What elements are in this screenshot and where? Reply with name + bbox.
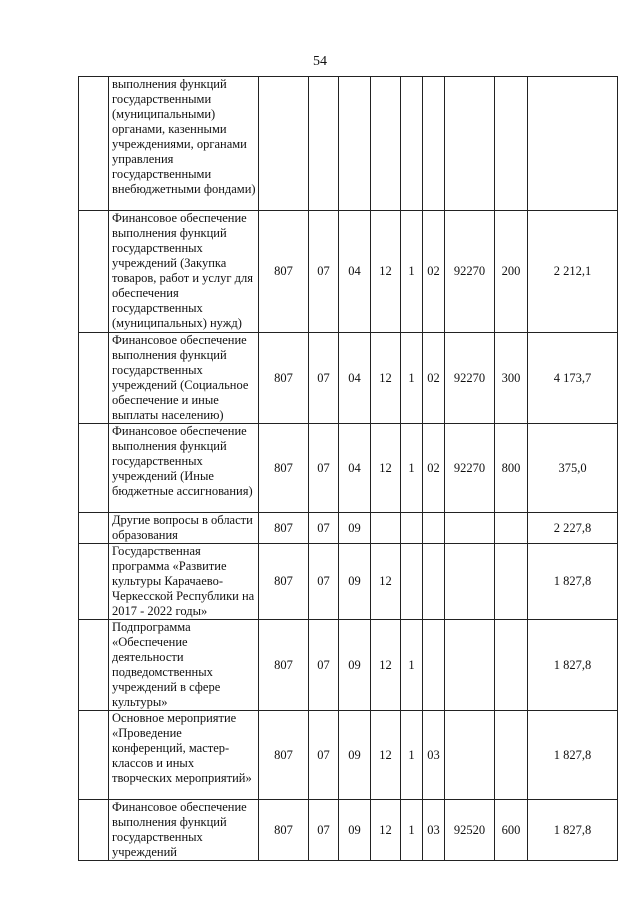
section-cell: 07 <box>309 424 339 513</box>
subsection-cell: 04 <box>339 211 371 333</box>
description-cell: Финансовое обеспечение выполнения функций государственных учреждений (Иные бюджетные ассигнования) <box>109 424 259 513</box>
number-cell <box>79 620 109 711</box>
number-cell <box>79 513 109 544</box>
ministry-code-cell: 807 <box>259 800 309 861</box>
direction-cell: 92270 <box>445 333 495 424</box>
table-row <box>79 424 618 513</box>
table-row <box>79 211 618 333</box>
ministry-code-cell: 807 <box>259 711 309 800</box>
expense-type-cell: 800 <box>495 424 528 513</box>
activity-cell <box>423 513 445 544</box>
expense-type-cell <box>495 77 528 211</box>
description-cell: Подпрограмма «Обеспечение деятельности подведомственных учреждений в сфере культуры» <box>109 620 259 711</box>
subsection-cell: 09 <box>339 620 371 711</box>
subsection-cell: 09 <box>339 544 371 620</box>
direction-cell: 92520 <box>445 800 495 861</box>
activity-cell: 02 <box>423 424 445 513</box>
description-cell: Финансовое обеспечение выполнения функций государственных учреждений <box>109 800 259 861</box>
subprogram-cell <box>401 513 423 544</box>
description-cell: Основное мероприятие «Проведение конференций, мастер-классов и иных творческих мероприятий» <box>109 711 259 800</box>
number-cell <box>79 211 109 333</box>
amount-cell: 375,0 <box>528 424 618 513</box>
section-cell: 07 <box>309 800 339 861</box>
subsection-cell <box>339 77 371 211</box>
subprogram-cell: 1 <box>401 620 423 711</box>
number-cell <box>79 77 109 211</box>
number-cell <box>79 333 109 424</box>
number-cell <box>79 711 109 800</box>
activity-cell <box>423 544 445 620</box>
table-row <box>79 333 618 424</box>
table-row <box>79 544 618 620</box>
amount-cell: 1 827,8 <box>528 800 618 861</box>
section-cell: 07 <box>309 711 339 800</box>
subsection-cell: 09 <box>339 800 371 861</box>
activity-cell: 02 <box>423 211 445 333</box>
section-cell <box>309 77 339 211</box>
table-row <box>79 77 618 211</box>
table-row <box>79 620 618 711</box>
subsection-cell: 04 <box>339 333 371 424</box>
direction-cell <box>445 711 495 800</box>
ministry-code-cell: 807 <box>259 333 309 424</box>
table-row <box>79 800 618 861</box>
program-cell <box>371 77 401 211</box>
description-cell: Государственная программа «Развитие культуры Карачаево-Черкесской Республики на 2017 - 2022 годы» <box>109 544 259 620</box>
ministry-code-cell: 807 <box>259 513 309 544</box>
ministry-code-cell: 807 <box>259 211 309 333</box>
ministry-code-cell <box>259 77 309 211</box>
description-cell: Финансовое обеспечение выполнения функций государственных учреждений (Закупка товаров, работ и услуг для обеспечения государственных (муниципальных) нужд) <box>109 211 259 333</box>
program-cell: 12 <box>371 211 401 333</box>
direction-cell: 92270 <box>445 424 495 513</box>
section-cell: 07 <box>309 620 339 711</box>
section-cell: 07 <box>309 544 339 620</box>
number-cell <box>79 544 109 620</box>
subprogram-cell <box>401 77 423 211</box>
expense-type-cell <box>495 620 528 711</box>
program-cell: 12 <box>371 620 401 711</box>
subprogram-cell: 1 <box>401 211 423 333</box>
expense-type-cell <box>495 711 528 800</box>
section-cell: 07 <box>309 333 339 424</box>
expense-type-cell <box>495 544 528 620</box>
page-number: 54 <box>313 54 327 69</box>
expense-type-cell: 600 <box>495 800 528 861</box>
description-cell: Финансовое обеспечение выполнения функций государственных учреждений (Социальное обеспечение и иные выплаты населению) <box>109 333 259 424</box>
program-cell: 12 <box>371 333 401 424</box>
direction-cell <box>445 620 495 711</box>
amount-cell: 2 212,1 <box>528 211 618 333</box>
activity-cell <box>423 620 445 711</box>
number-cell <box>79 424 109 513</box>
subsection-cell: 09 <box>339 711 371 800</box>
expense-type-cell: 300 <box>495 333 528 424</box>
description-cell: выполнения функций государственными (муниципальными) органами, казенными учреждениями, органами управления государственными внебюджетными фондами) <box>109 77 259 211</box>
subprogram-cell <box>401 544 423 620</box>
amount-cell: 2 227,8 <box>528 513 618 544</box>
program-cell: 12 <box>371 424 401 513</box>
subsection-cell: 09 <box>339 513 371 544</box>
ministry-code-cell: 807 <box>259 544 309 620</box>
table-row <box>79 513 618 544</box>
direction-cell: 92270 <box>445 211 495 333</box>
subprogram-cell: 1 <box>401 711 423 800</box>
subprogram-cell: 1 <box>401 424 423 513</box>
program-cell: 12 <box>371 544 401 620</box>
direction-cell <box>445 77 495 211</box>
section-cell: 07 <box>309 513 339 544</box>
subsection-cell: 04 <box>339 424 371 513</box>
number-cell <box>79 800 109 861</box>
subprogram-cell: 1 <box>401 800 423 861</box>
ministry-code-cell: 807 <box>259 620 309 711</box>
activity-cell <box>423 77 445 211</box>
expense-type-cell <box>495 513 528 544</box>
amount-cell: 1 827,8 <box>528 711 618 800</box>
amount-cell <box>528 77 618 211</box>
program-cell: 12 <box>371 800 401 861</box>
section-cell: 07 <box>309 211 339 333</box>
expense-type-cell: 200 <box>495 211 528 333</box>
subprogram-cell: 1 <box>401 333 423 424</box>
description-cell: Другие вопросы в области образования <box>109 513 259 544</box>
budget-table <box>78 76 618 861</box>
activity-cell: 03 <box>423 711 445 800</box>
activity-cell: 02 <box>423 333 445 424</box>
program-cell: 12 <box>371 711 401 800</box>
amount-cell: 4 173,7 <box>528 333 618 424</box>
table-row <box>79 711 618 800</box>
direction-cell <box>445 544 495 620</box>
amount-cell: 1 827,8 <box>528 544 618 620</box>
program-cell <box>371 513 401 544</box>
amount-cell: 1 827,8 <box>528 620 618 711</box>
direction-cell <box>445 513 495 544</box>
activity-cell: 03 <box>423 800 445 861</box>
ministry-code-cell: 807 <box>259 424 309 513</box>
